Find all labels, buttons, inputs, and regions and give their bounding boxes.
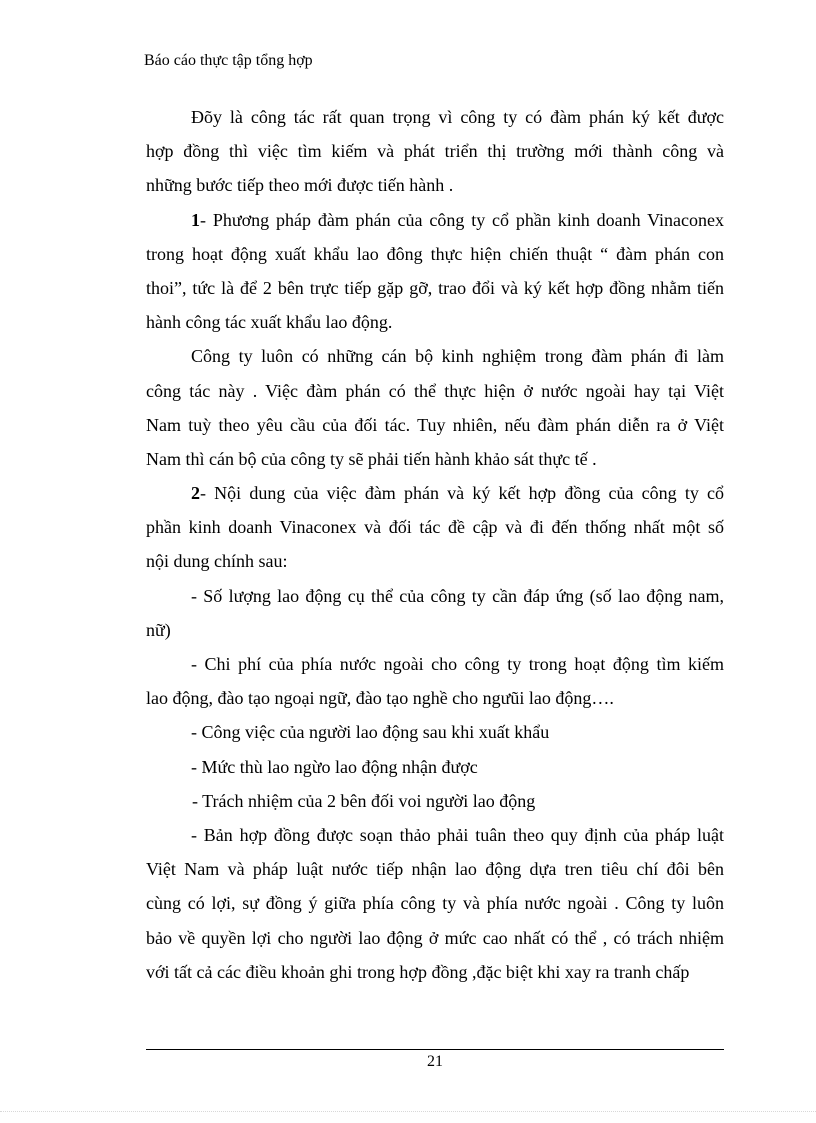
list-item-line: - Trách nhiệm của 2 bên đối voi người lao động [192,790,536,811]
item-number-2: 2 [191,483,200,504]
paragraph-line: thoi”, tức là để 2 bên trực tiếp gặp gỡ, trao đổi và ký kết hợp đồng nhằm tiến [146,277,724,298]
paragraph-line: hành công tác xuất khẩu lao động. [146,312,393,333]
paragraph-line: nội dung chính sau: [146,551,288,572]
list-item-line: - Chi phí của phía nước ngoài cho công ty trong hoạt động tìm kiếm [191,654,724,674]
list-item-line: Việt Nam và pháp luật nước tiếp nhận lao động dựa tren tiêu chí đôi bên [146,859,724,880]
paragraph-line: những bước tiếp theo mới được tiến hành . [146,175,454,196]
paragraph-line: Đõy là công tác rất quan trọng vì công ty có đàm phán ký kết được [191,107,724,127]
paragraph-line: Nam thì cán bộ của công ty sẽ phải tiến hành khảo sát thực tế . [146,448,597,469]
list-item-line: - Số lượng lao động cụ thể của công ty cần đáp ứng (số lao động nam, [191,585,724,606]
numbered-paragraph-line [146,203,724,237]
list-item-line: - Công việc của người lao động sau khi xuất khẩu [191,722,550,743]
list-item-line: nữ) [146,619,171,640]
list-item-line: - Mức thù lao ngừo lao động nhận được [191,756,478,777]
paragraph-line-text: - Nội dung của việc đàm phán và ký kết hợp đồng của công ty cổ [200,483,724,504]
paragraph-line: Công ty luôn có những cán bộ kinh nghiệm trong đàm phán đi làm [191,346,724,367]
item-number-1: 1 [191,209,200,230]
list-item-line: cùng có lợi, sự đồng ý giữa phía công ty và phía nước ngoài . Công ty luôn [146,893,724,914]
running-header: Báo cáo thực tập tổng hợp [144,52,313,69]
paragraph-line-text: - Phương pháp đàm phán của công ty cổ phần kinh doanh Vinaconex [200,209,724,230]
paragraph-line: công tác này . Việc đàm phán có thể thực hiện ở nước ngoài hay tại Việt [146,380,724,401]
paragraph-line: phần kinh doanh Vinaconex và đối tác đề cập và đi đến thống nhất một số [146,517,724,538]
page-number: 21 [427,1053,443,1070]
body-text [146,100,724,989]
list-item-line: - Bản hợp đồng được soạn thảo phải tuân theo quy định của pháp luật [191,824,724,845]
list-item-line: bảo về quyền lợi cho người lao động ở mức cao nhất có thể , có trách nhiệm [146,927,724,948]
paragraph-line: trong hoạt động xuất khẩu lao đông thực hiện chiến thuật “ đàm phán con [146,243,724,264]
list-item-line: lao động, đào tạo ngoại ngữ, đào tạo nghề cho ngưũi lao động…. [146,688,614,709]
paragraph-line: hợp đồng thì việc tìm kiếm và phát triển thị trường mới thành công và [146,141,724,162]
footer-rule [146,1049,724,1050]
page-bottom-border [0,1111,816,1112]
numbered-paragraph-line [146,476,724,510]
list-item-line: với tất cả các điều khoản ghi trong hợp đồng ,đặc biệt khi xay ra tranh chấp [146,961,690,982]
paragraph-line: Nam tuỳ theo yêu cầu của đối tác. Tuy nhiên, nếu đàm phán diễn ra ở Việt [146,414,724,435]
